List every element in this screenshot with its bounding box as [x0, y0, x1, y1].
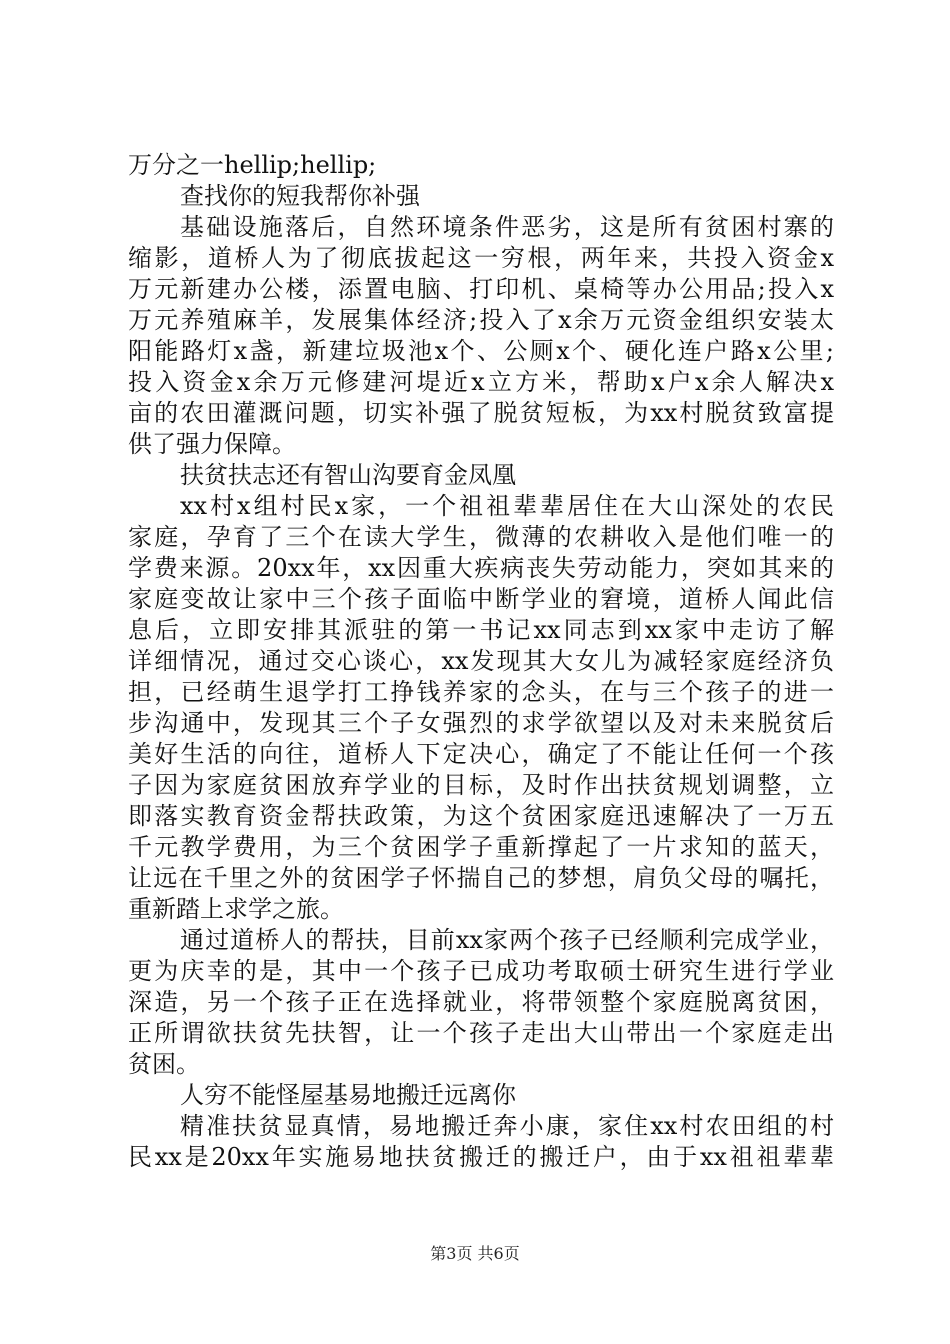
- text-line: 投入资金x余万元修建河堤近x立方米，帮助x户x余人解决x: [128, 368, 834, 396]
- text-line: 更为庆幸的是，其中一个孩子已成功考取硕士研究生进行学业: [128, 957, 834, 985]
- text-line: 万元养殖麻羊，发展集体经济;投入了x余万元资金组织安装太: [128, 306, 834, 334]
- text-line: 阳能路灯x盏，新建垃圾池x个、公厕x个、硬化连户路x公里;: [128, 337, 834, 365]
- document-body: [128, 150, 834, 1173]
- text-line: 家庭变故让家中三个孩子面临中断学业的窘境，道桥人闻此信: [128, 585, 834, 613]
- text-line: 基础设施落后，自然环境条件恶劣，这是所有贫困村寨的: [180, 213, 834, 241]
- text-line: 通过道桥人的帮扶，目前xx家两个孩子已经顺利完成学业，: [180, 926, 834, 954]
- text-line: 贫困。: [128, 1050, 200, 1078]
- page-footer: [0, 1244, 950, 1264]
- text-line: 扶贫扶志还有智山沟要育金凤凰: [180, 461, 516, 489]
- text-line: 深造，另一个孩子正在选择就业，将带领整个家庭脱离贫困，: [128, 988, 834, 1016]
- text-line: 美好生活的向往，道桥人下定决心，确定了不能让任何一个孩: [128, 740, 834, 768]
- text-line: 步沟通中，发现其三个子女强烈的求学欲望以及对未来脱贫后: [128, 709, 834, 737]
- text-line: 正所谓欲扶贫先扶智，让一个孩子走出大山带出一个家庭走出: [128, 1019, 834, 1047]
- text-line: 查找你的短我帮你补强: [180, 182, 420, 210]
- text-line: 亩的农田灌溉问题，切实补强了脱贫短板，为xx村脱贫致富提: [128, 399, 834, 427]
- text-line: 万元新建办公楼，添置电脑、打印机、桌椅等办公用品;投入x: [128, 275, 834, 303]
- text-line: 让远在千里之外的贫困学子怀揣自己的梦想，肩负父母的嘱托，: [128, 864, 834, 892]
- text-line: 精准扶贫显真情，易地搬迁奔小康，家住xx村农田组的村: [180, 1112, 834, 1140]
- text-line: 千元教学费用，为三个贫困学子重新撑起了一片求知的蓝天，: [128, 833, 834, 861]
- page-number-label: 第3页 共6页: [430, 1244, 520, 1263]
- text-line: 供了强力保障。: [128, 430, 296, 458]
- text-line: 万分之一hellip;hellip;: [128, 151, 377, 179]
- text-line: 重新踏上求学之旅。: [128, 895, 344, 923]
- text-line: 即落实教育资金帮扶政策，为这个贫困家庭迅速解决了一万五: [128, 802, 834, 830]
- text-line: 子因为家庭贫困放弃学业的目标，及时作出扶贫规划调整，立: [128, 771, 834, 799]
- text-line: 担，已经萌生退学打工挣钱养家的念头，在与三个孩子的进一: [128, 678, 834, 706]
- text-line: 民xx是20xx年实施易地扶贫搬迁的搬迁户，由于xx祖祖辈辈: [128, 1143, 834, 1171]
- text-line: 家庭，孕育了三个在读大学生，微薄的农耕收入是他们唯一的: [128, 523, 834, 551]
- text-line: 人穷不能怪屋基易地搬迁远离你: [180, 1081, 516, 1109]
- text-line: xx村x组村民x家，一个祖祖辈辈居住在大山深处的农民: [180, 492, 834, 520]
- text-line: 息后，立即安排其派驻的第一书记xx同志到xx家中走访了解: [128, 616, 834, 644]
- text-line: 详细情况，通过交心谈心，xx发现其大女儿为减轻家庭经济负: [128, 647, 834, 675]
- text-line: 缩影，道桥人为了彻底拔起这一穷根，两年来，共投入资金x: [128, 244, 834, 272]
- text-line: 学费来源。20xx年，xx因重大疾病丧失劳动能力，突如其来的: [128, 554, 834, 582]
